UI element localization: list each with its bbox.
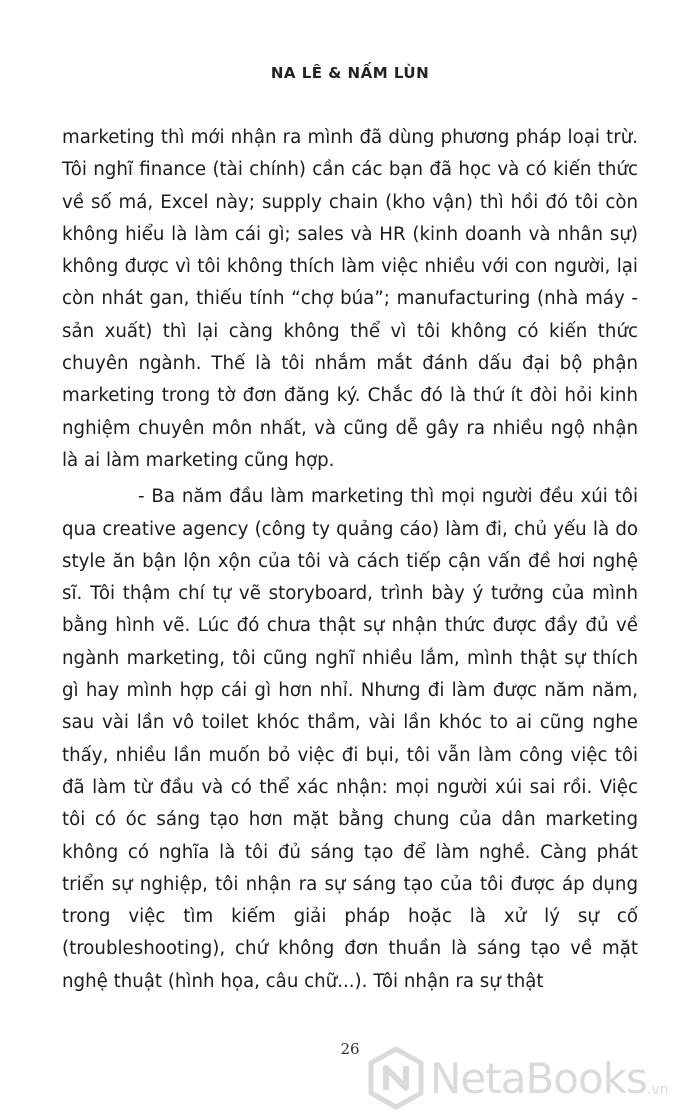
watermark-suffix: .vn (646, 1082, 669, 1098)
running-header: NA LÊ & NẤM LÙN (270, 64, 430, 82)
paragraph-continued: marketing thì mới nhận ra mình đã dùng phương pháp loại trừ. Tôi nghĩ finance (tài chính) cần các bạn đã học và có kiến thức về số má, Excel này; supply chain (kho vận) thì hồi đó tôi còn không hiểu là làm cái gì; sales và HR (kinh doanh và nhân sự) không được vì tôi không thích làm việc nhiều với con người, lại còn nhát gan, thiếu tính “chợ búa”; manufacturing (nhà máy - sản xuất) thì lại càng không thể vì tôi không có kiến thức chuyên ngành. Thế là tôi nhắm mắt đánh dấu đại bộ phận marketing trong tờ đơn đăng ký. Chắc đó là thứ ít đòi hỏi kinh nghiệm chuyên môn nhất, và cũng dễ gây ra nhiều ngộ nhận là ai làm marketing cũng hợp. (62, 127, 638, 471)
page-body (62, 122, 638, 998)
page-number: 26 (340, 1040, 360, 1058)
watermark-text: NetaBooks (430, 1053, 647, 1103)
paragraph-indented: - Ba năm đầu làm marketing thì mọi người đều xúi tôi qua creative agency (công ty quảng cáo) làm đi, chủ yếu là do style ăn bận lộn xộn của tôi và cách tiếp cận vấn đề hơi nghệ sĩ. Tôi thậm chí tự vẽ storyboard, trình bày ý tưởng của mình bằng hình vẽ. Lúc đó chưa thật sự nhận thức được đầy đủ về ngành marketing, tôi cũng nghĩ nhiều lắm, mình thật sự thích gì hay mình hợp cái gì hơn nhỉ. Nhưng đi làm được năm năm, sau vài lần vô toilet khóc thầm, vài lần khóc to ai cũng nghe thấy, nhiều lần muốn bỏ việc đi bụi, tôi vẫn làm công việc tôi đã làm từ đầu và có thể xác nhận: mọi người xúi sai rồi. Việc tôi có óc sáng tạo hơn mặt bằng chung của dân marketing không có nghĩa là tôi đủ sáng tạo để làm nghề. Càng phát triển sự nghiệp, tôi nhận ra sự sáng tạo của tôi được áp dụng trong việc tìm kiếm giải pháp hoặc là xử lý sự cố (troubleshooting), chứ không đơn thuần là sáng tạo về mặt nghệ thuật (hình họa, câu chữ...). Tôi nhận ra sự thật (62, 486, 638, 992)
